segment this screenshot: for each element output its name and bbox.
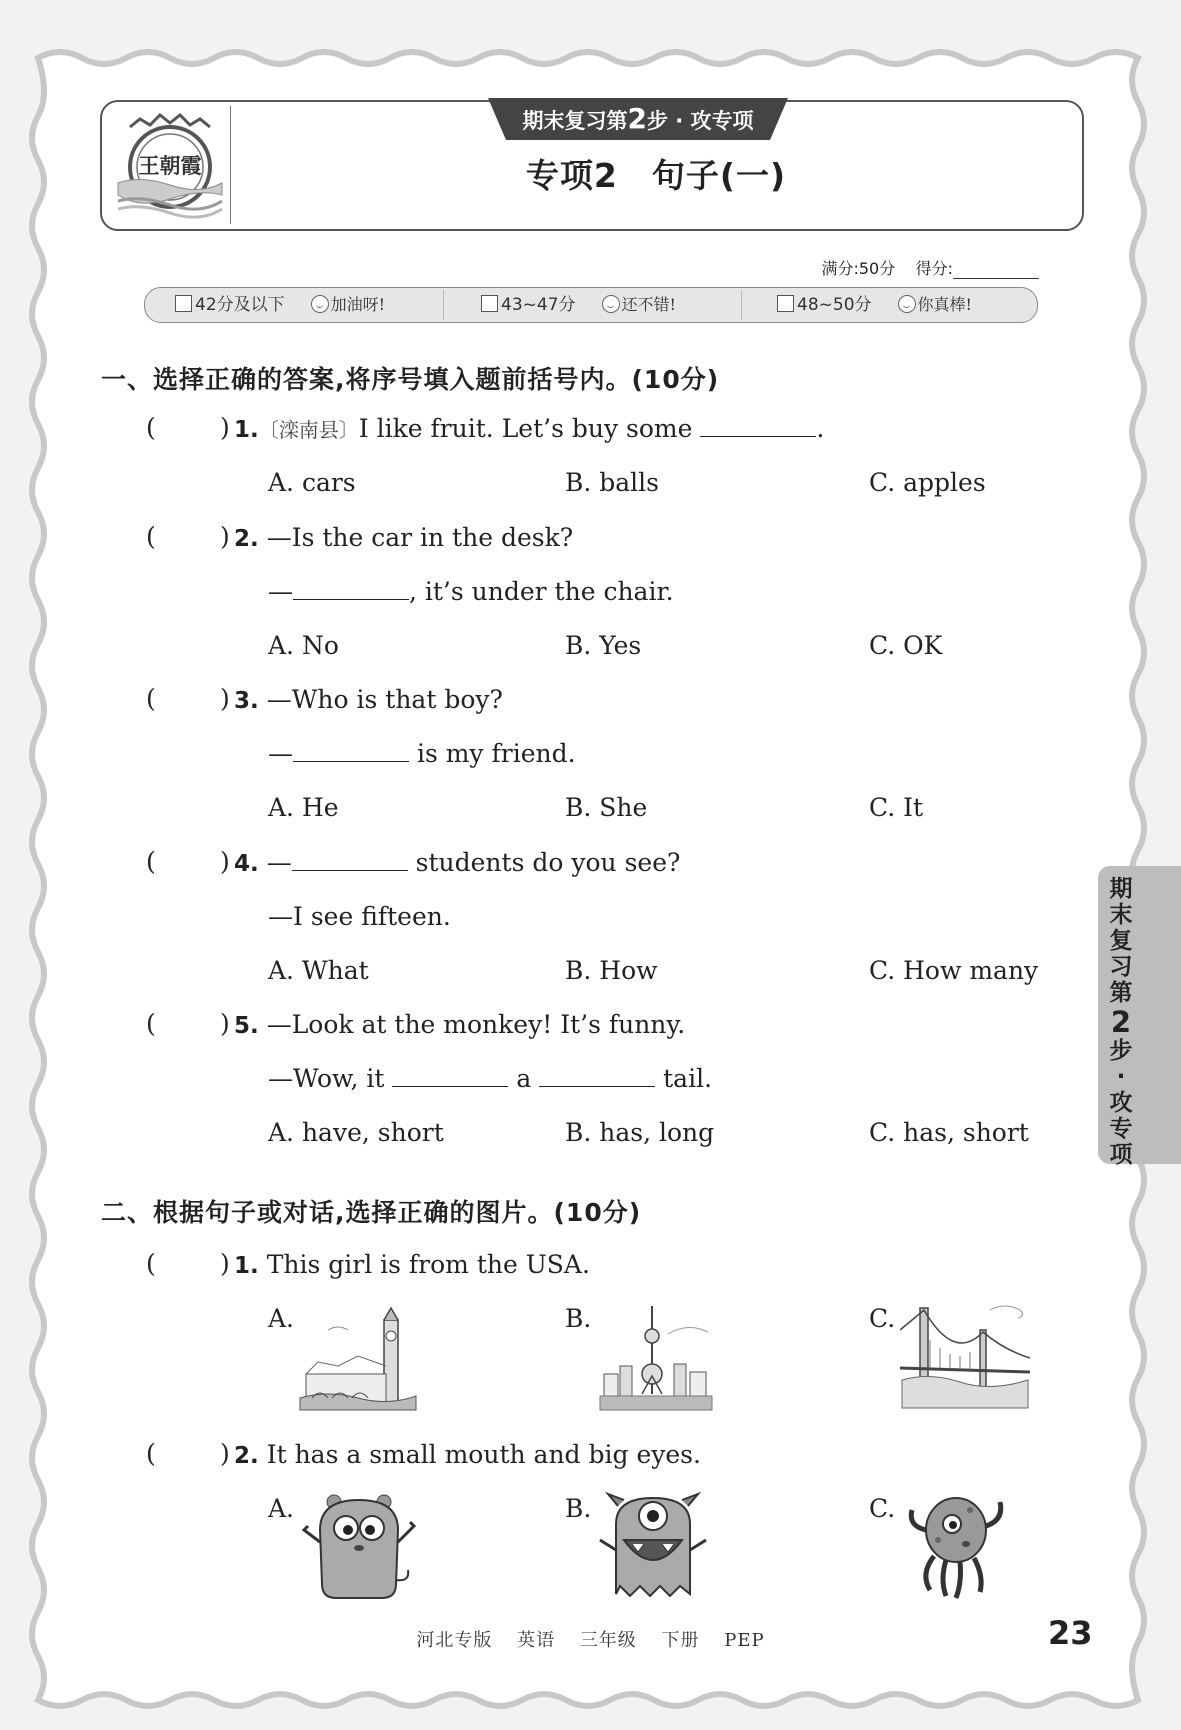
question-number: 5.	[234, 1013, 259, 1039]
stage-number: 2	[627, 102, 647, 135]
footer-grade: 三年级	[579, 1630, 637, 1651]
answer-blank[interactable]	[292, 850, 408, 871]
question-text: —	[268, 577, 293, 606]
one-eyed-monster-picture[interactable]	[594, 1490, 712, 1602]
option-a[interactable]: A.	[268, 1494, 295, 1523]
answer-paren-close: )	[220, 413, 230, 442]
side-char: 期	[1109, 876, 1133, 902]
grade-checkbox[interactable]	[777, 295, 794, 312]
s2-q2-stem	[234, 1440, 701, 1469]
question-text: I like fruit. Let’s buy some	[358, 414, 693, 443]
answer-paren-close: )	[220, 1249, 230, 1278]
footer-subject: 英语	[517, 1630, 556, 1651]
answer-paren-close: )	[220, 1009, 230, 1038]
q3-reply	[268, 739, 576, 768]
question-source: 〔滦南县〕	[258, 418, 359, 442]
option-b[interactable]: B.	[565, 1304, 592, 1333]
side-char: 2	[1110, 1005, 1132, 1039]
option-b[interactable]: B. She	[565, 793, 648, 822]
smiley-icon	[311, 295, 329, 313]
question-text: —Who is that boy?	[266, 685, 503, 714]
score-label: 得分:	[915, 259, 953, 278]
grade-range: 48~50分	[797, 295, 872, 315]
answer-paren-open: (	[146, 684, 156, 713]
answer-paren-close: )	[220, 684, 230, 713]
option-c[interactable]: C.	[869, 1304, 896, 1333]
answer-paren-open: (	[146, 1439, 156, 1468]
smiley-icon	[602, 295, 620, 313]
question-number: 1.	[234, 417, 259, 443]
side-char: 项	[1109, 1142, 1133, 1168]
stage-banner-label	[488, 98, 788, 140]
answer-paren-close: )	[220, 1439, 230, 1468]
footer-publisher: PEP	[724, 1630, 765, 1651]
answer-blank[interactable]	[392, 1066, 508, 1087]
grade-cheer: 加油呀!	[330, 295, 386, 314]
answer-paren-close: )	[220, 522, 230, 551]
stage-suffix: 步 · 攻专项	[646, 109, 754, 133]
question-text: tail.	[663, 1064, 713, 1093]
side-char: 步	[1109, 1038, 1133, 1064]
grade-cheer: 你真棒!	[917, 295, 972, 314]
question-number: 2.	[234, 526, 259, 552]
side-char: 第	[1109, 980, 1133, 1006]
side-char: 末	[1109, 902, 1133, 928]
q2-reply	[268, 577, 674, 606]
q5-stem	[234, 1010, 685, 1039]
grade-seg-low	[175, 288, 385, 322]
question-text: It has a small mouth and big eyes.	[266, 1440, 701, 1469]
q3-stem	[234, 685, 503, 714]
question-text: —	[266, 848, 292, 877]
oriental-pearl-tower-picture[interactable]	[598, 1304, 714, 1414]
question-text: —Wow, it	[268, 1064, 385, 1093]
logo-divider	[230, 106, 231, 224]
answer-paren-open: (	[146, 522, 156, 551]
option-b[interactable]: B. balls	[565, 468, 659, 497]
question-text: —Is the car in the desk?	[266, 523, 574, 552]
question-text: , it’s under the chair.	[409, 577, 674, 606]
option-c[interactable]: C. has, short	[869, 1118, 1029, 1147]
golden-gate-bridge-picture[interactable]	[900, 1300, 1030, 1410]
side-char: ·	[1116, 1064, 1126, 1090]
page-number: 23	[1048, 1614, 1093, 1652]
full-score-label: 满分:50分	[821, 259, 896, 278]
answer-blank[interactable]	[539, 1066, 655, 1087]
question-text: is my friend.	[416, 739, 576, 768]
option-c[interactable]: C. OK	[869, 631, 943, 660]
option-a[interactable]: A. No	[268, 631, 339, 660]
option-a[interactable]: A.	[268, 1304, 295, 1333]
answer-paren-close: )	[220, 847, 230, 876]
section2-title: 二、根据句子或对话,选择正确的图片。(10分)	[101, 1198, 642, 1227]
answer-blank[interactable]	[700, 416, 816, 437]
answer-paren-open: (	[146, 1009, 156, 1038]
side-char: 复	[1109, 928, 1133, 954]
option-a[interactable]: A. He	[268, 793, 339, 822]
question-number: 2.	[234, 1443, 259, 1469]
answer-blank[interactable]	[293, 579, 409, 600]
big-eyed-monster-picture[interactable]	[300, 1490, 418, 1602]
big-ben-london-picture[interactable]	[298, 1306, 418, 1412]
option-b[interactable]: B.	[565, 1494, 592, 1523]
question-number: 4.	[234, 851, 259, 877]
answer-paren-open: (	[146, 1249, 156, 1278]
side-char: 习	[1109, 954, 1133, 980]
option-c[interactable]: C.	[869, 1494, 896, 1523]
question-text: a	[516, 1064, 532, 1093]
option-a[interactable]: A. have, short	[268, 1118, 444, 1147]
question-text: —Look at the monkey! It’s funny.	[266, 1010, 686, 1039]
grade-seg-high	[777, 288, 972, 322]
grade-divider	[741, 290, 742, 320]
question-text: —	[268, 739, 293, 768]
logo-text: 王朝霞	[138, 153, 202, 178]
footer-edition: 河北专版	[416, 1630, 493, 1651]
question-number: 3.	[234, 688, 259, 714]
answer-paren-open: (	[146, 413, 156, 442]
footer-volume: 下册	[661, 1630, 700, 1651]
question-text: students do you see?	[415, 848, 681, 877]
option-a[interactable]: A. cars	[268, 468, 356, 497]
grade-checkbox[interactable]	[175, 295, 192, 312]
grade-range: 43~47分	[501, 295, 576, 315]
side-char: 专	[1109, 1116, 1133, 1142]
option-b[interactable]: B. How	[565, 956, 658, 985]
smiley-icon	[898, 295, 916, 313]
grade-checkbox[interactable]	[481, 295, 498, 312]
grade-bar	[144, 287, 1038, 323]
side-tab-label	[1098, 876, 1144, 1168]
q1-stem	[234, 414, 824, 443]
q4-reply: —I see fifteen.	[268, 902, 451, 931]
octopus-monster-picture[interactable]	[900, 1490, 1010, 1602]
answer-blank[interactable]	[293, 741, 409, 762]
option-c[interactable]: C. How many	[869, 956, 1039, 985]
stage-prefix: 期末复习第	[522, 109, 628, 133]
grade-seg-mid	[481, 288, 676, 322]
question-text: This girl is from the USA.	[266, 1250, 590, 1279]
score-blank[interactable]	[953, 260, 1039, 279]
option-c[interactable]: C. apples	[869, 468, 986, 497]
grade-range: 42分及以下	[195, 295, 285, 315]
question-text: .	[816, 414, 825, 443]
page-title: 专项2 句子(一)	[525, 156, 787, 195]
q5-reply	[268, 1064, 712, 1093]
s2-q1-stem	[234, 1250, 590, 1279]
side-char: 攻	[1109, 1090, 1133, 1116]
option-a[interactable]: A. What	[268, 956, 369, 985]
question-number: 1.	[234, 1253, 259, 1279]
option-c[interactable]: C. It	[869, 793, 924, 822]
grade-divider	[443, 290, 444, 320]
footer	[0, 1626, 1181, 1652]
q4-stem	[234, 848, 680, 877]
option-b[interactable]: B. Yes	[565, 631, 642, 660]
answer-paren-open: (	[146, 847, 156, 876]
grade-cheer: 还不错!	[621, 295, 676, 314]
score-line	[821, 256, 1039, 279]
q2-stem	[234, 523, 573, 552]
section1-title: 一、选择正确的答案,将序号填入题前括号内。(10分)	[101, 365, 720, 394]
option-b[interactable]: B. has, long	[565, 1118, 715, 1147]
